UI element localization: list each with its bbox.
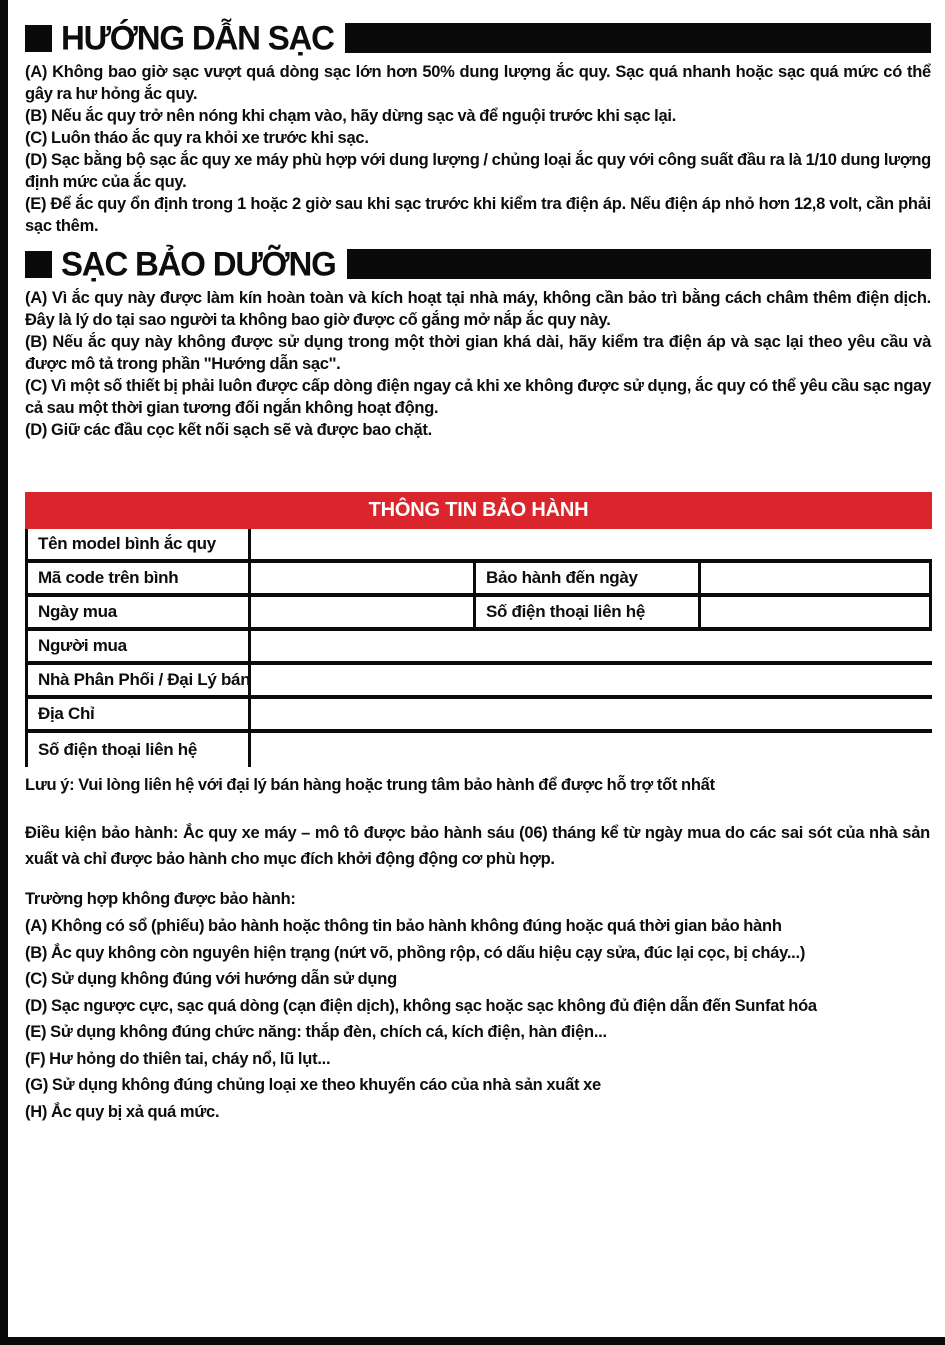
section-header <box>25 246 931 282</box>
section-header <box>25 20 931 56</box>
exclusion-item: (E) Sử dụng không đúng chức năng: thắp đèn, chích cá, kích điện, hàn điện... <box>25 1023 607 1041</box>
black-square-icon <box>25 25 52 52</box>
paragraph-c: (C) Vì một số thiết bị phải luôn được cấp dòng điện ngay cả khi xe không được sử dụng, ắc quy có thể yêu cầu sạc ngay cả sau một thời gian tương đối ngắn không hoạt động. <box>25 377 931 417</box>
row-value-blank <box>251 563 476 593</box>
row-label-2: Số điện thoại liên hệ <box>476 597 701 627</box>
section-paragraphs <box>25 287 931 441</box>
row-value-blank <box>251 733 932 767</box>
paragraph-d: (D) Giữ các đầu cọc kết nối sạch sẽ và được bao chặt. <box>25 421 433 439</box>
section-maintenance-charging <box>25 246 931 441</box>
exclusion-item: (G) Sử dụng không đúng chủng loại xe theo khuyến cáo của nhà sản xuất xe <box>25 1076 601 1094</box>
exclusion-item: (A) Không có sổ (phiếu) bảo hành hoặc thông tin bảo hành không đúng hoặc quá thời gian bảo hành <box>25 917 782 935</box>
section-paragraphs <box>25 61 931 237</box>
table-row-distributor <box>28 665 932 699</box>
support-note: Lưu ý: Vui lòng liên hệ với đại lý bán hàng hoặc trung tâm bảo hành để được hỗ trợ tốt nhất <box>25 776 715 794</box>
warranty-table-title: THÔNG TIN BẢO HÀNH <box>25 492 932 529</box>
row-label: Người mua <box>28 631 251 661</box>
warranty-table-rows <box>25 529 932 767</box>
warranty-notes <box>25 774 930 1125</box>
section-title: SẠC BẢO DƯỠNG <box>61 244 336 283</box>
table-row-model-name <box>28 529 932 563</box>
row-value-2-blank <box>701 597 932 627</box>
exclusion-item: (D) Sạc ngược cực, sạc quá dòng (cạn điện dịch), không sạc hoặc sạc không đủ điện dẫn đến Sunfat hóa <box>25 996 817 1015</box>
paragraph-d: (D) Sạc bằng bộ sạc ắc quy xe máy phù hợp với dung lượng / chủng loại ắc quy với công suất đầu ra là 1/10 dung lượng định mức của ắc quy. <box>25 151 931 191</box>
paragraph-b: (B) Nếu ắc quy trở nên nóng khi chạm vào, hãy dừng sạc và để nguội trước khi sạc lại. <box>25 107 677 125</box>
table-row-code-and-warranty-date <box>28 563 932 597</box>
black-square-icon <box>25 251 52 278</box>
page-bottom-edge-bar <box>0 1337 945 1345</box>
exclusions-title: Trường hợp không được bảo hành: <box>25 890 296 908</box>
row-label: Mã code trên bình <box>28 563 251 593</box>
row-label: Nhà Phân Phối / Đại Lý bán <box>28 665 251 695</box>
paragraph-c: (C) Luôn tháo ắc quy ra khỏi xe trước khi sạc. <box>25 129 369 147</box>
section-charging-instructions <box>25 20 931 237</box>
warranty-table <box>25 492 932 767</box>
row-label: Số điện thoại liên hệ <box>28 733 251 767</box>
exclusion-item: (B) Ắc quy không còn nguyên hiện trạng (nứt võ, phồng rộp, có dấu hiệu cạy sửa, đúc lại cọc, bị cháy...) <box>25 943 806 962</box>
section-title: HƯỚNG DẪN SẠC <box>61 18 334 57</box>
table-row-purchase-date-and-phone <box>28 597 932 631</box>
exclusion-item: (F) Hư hỏng do thiên tai, cháy nổ, lũ lụt... <box>25 1049 331 1068</box>
table-row-contact-phone <box>28 733 932 767</box>
exclusion-item: (H) Ắc quy bị xả quá mức. <box>25 1102 220 1121</box>
paragraph-a: (A) Vì ắc quy này được làm kín hoàn toàn và kích hoạt tại nhà máy, không cần bảo trì bằng cách châm thêm điện dịch. Đây là lý do tại sao người ta không bao giờ được cố gắng mở nắp ắc quy này. <box>25 289 931 329</box>
table-row-buyer <box>28 631 932 665</box>
row-value-blank <box>251 665 932 695</box>
row-value-blank <box>251 699 932 729</box>
row-value-2-blank <box>701 563 932 593</box>
row-label: Ngày mua <box>28 597 251 627</box>
row-value-blank <box>251 597 476 627</box>
paragraph-a: (A) Không bao giờ sạc vượt quá dòng sạc lớn hơn 50% dung lượng ắc quy. Sạc quá nhanh hoặc sạc quá mức có thể gây ra hư hỏng ắc quy. <box>25 63 931 103</box>
row-label-2: Bảo hành đến ngày <box>476 563 701 593</box>
row-value-blank <box>251 529 932 559</box>
table-row-address <box>28 699 932 733</box>
header-rule-bar <box>345 23 931 53</box>
header-rule-bar <box>347 249 931 279</box>
warranty-conditions: Điều kiện bảo hành: Ắc quy xe máy – mô tô được bảo hành sáu (06) tháng kể từ ngày mua do các sai sót của nhà sản xuất và chỉ được bảo hành cho mục đích khởi động động cơ phù hợp. <box>25 824 930 868</box>
paragraph-b: (B) Nếu ắc quy này không được sử dụng trong một thời gian khá dài, hãy kiểm tra điện áp và sạc lại theo yêu cầu và được mô tả trong phần ''Hướng dẫn sạc''. <box>25 333 931 373</box>
exclusions-list <box>25 913 930 1125</box>
row-label: Địa Chỉ <box>28 699 251 729</box>
exclusion-item: (C) Sử dụng không đúng với hướng dẫn sử dụng <box>25 970 397 988</box>
row-label: Tên model bình ắc quy <box>28 529 251 559</box>
paragraph-e: (E) Để ắc quy ổn định trong 1 hoặc 2 giờ sau khi sạc trước khi kiểm tra điện áp. Nếu điện áp nhỏ hơn 12,8 volt, cần phải sạc thêm. <box>25 195 931 235</box>
row-value-blank <box>251 631 932 661</box>
page-left-edge-bar <box>0 0 8 1345</box>
